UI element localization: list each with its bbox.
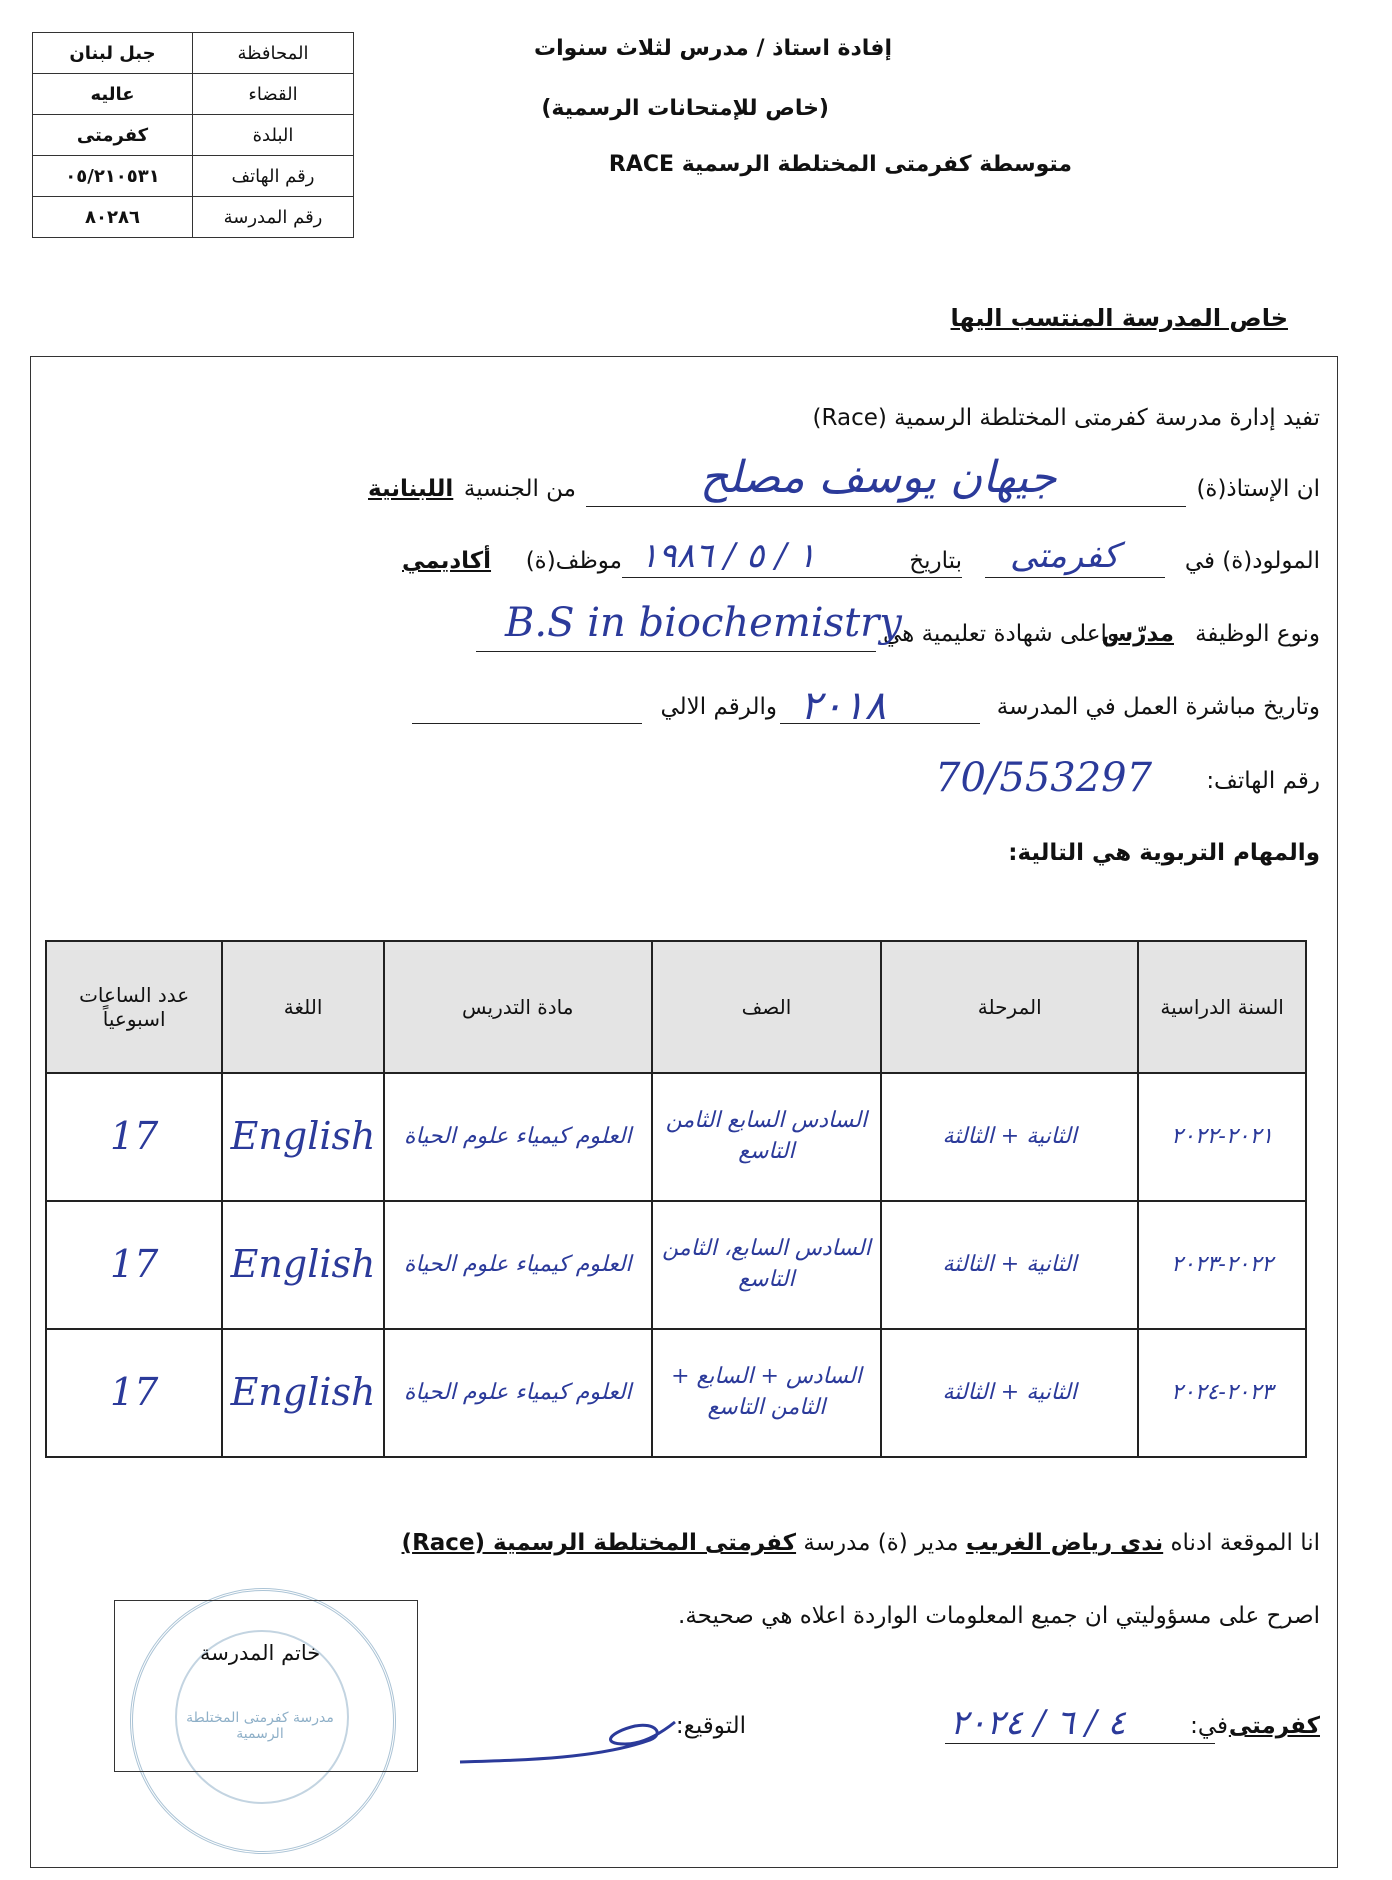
cell-stage: الثانية + الثالثة	[881, 1201, 1138, 1329]
teacher-name: جيهان يوسف مصلح	[700, 452, 1057, 503]
header-stage: المرحلة	[881, 941, 1138, 1073]
info-label: رقم الهاتف	[193, 156, 354, 197]
cell-hours: 17	[46, 1329, 222, 1457]
info-row	[33, 33, 354, 74]
cell-hours: 17	[46, 1073, 222, 1201]
birthplace-line	[985, 576, 1165, 578]
info-row	[33, 115, 354, 156]
employee-type: أكاديمي	[402, 548, 492, 574]
declaration-statement: اصرح على مسؤوليتي ان جميع المعلومات الواردة اعلاه هي صحيحة.	[678, 1603, 1320, 1629]
birth-date-line	[622, 576, 962, 578]
duties-table	[45, 940, 1307, 1458]
job-prefix: ونوع الوظيفة	[1195, 621, 1320, 647]
date-in-label: في:	[1190, 1713, 1228, 1739]
cell-stage: الثانية + الثالثة	[881, 1073, 1138, 1201]
place-label: كفرمتى	[1228, 1713, 1320, 1739]
principal-name: ندى رياض الغريب	[965, 1530, 1164, 1556]
cell-year: ٢٠٢٢-٢٠٢٣	[1138, 1201, 1306, 1329]
cell-subject: العلوم كيمياء علوم الحياة	[384, 1329, 652, 1457]
school-title: متوسطة كفرمتى المختلطة الرسمية RACE	[608, 152, 1072, 177]
cell-grade: السادس + السابع + الثامن التاسع	[652, 1329, 882, 1457]
signing-date: ٤ / ٦ / ٢٠٢٤	[950, 1703, 1126, 1743]
cell-grade: السادس السابع الثامن التاسع	[652, 1073, 882, 1201]
auto-number-line	[412, 722, 642, 724]
job-type: مدرّس	[1101, 621, 1174, 647]
section-heading: خاص المدرسة المنتسب اليها	[950, 304, 1288, 332]
cell-language: English	[222, 1329, 384, 1457]
degree-line	[476, 650, 876, 652]
born-prefix: المولود(ة) في	[1184, 548, 1320, 574]
header-hours: عدد الساعات اسبوعياً	[46, 941, 222, 1073]
date-prefix: بتاريخ	[909, 548, 962, 574]
info-value: عاليه	[33, 74, 193, 115]
info-value: ٠٥/٢١٠٥٣١	[33, 156, 193, 197]
table-row	[46, 1201, 1306, 1329]
declaration-school: كفرمتى المختلطة الرسمية (Race)	[401, 1530, 797, 1556]
info-value: جبل لبنان	[33, 33, 193, 74]
birthplace: كفرمتى	[1010, 536, 1119, 576]
cell-year: ٢٠٢٣-٢٠٢٤	[1138, 1329, 1306, 1457]
cell-language: English	[222, 1073, 384, 1201]
info-label: رقم المدرسة	[193, 197, 354, 238]
header-language: اللغة	[222, 941, 384, 1073]
cell-language: English	[222, 1201, 384, 1329]
info-label: البلدة	[193, 115, 354, 156]
birth-date: ١ / ٥ / ١٩٨٦	[640, 536, 816, 576]
duties-header-row	[46, 941, 1306, 1073]
duties-heading: والمهام التربوية هي التالية:	[1008, 840, 1320, 866]
auto-number-label: والرقم الالي	[660, 694, 777, 720]
nationality-prefix: من الجنسية	[463, 476, 576, 502]
school-info-table	[32, 32, 354, 238]
table-row	[46, 1073, 1306, 1201]
cell-subject: العلوم كيمياء علوم الحياة	[384, 1201, 652, 1329]
stamp-box	[114, 1600, 418, 1772]
info-value: ٨٠٢٨٦	[33, 197, 193, 238]
nationality-value: اللبنانية	[368, 476, 454, 502]
degree: B.S in biochemistry	[505, 600, 902, 646]
degree-prefix: واعلى شهادة تعليمية هي	[882, 621, 1118, 647]
start-prefix: وتاريخ مباشرة العمل في المدرسة	[996, 694, 1320, 720]
intro-text: تفيد إدارة مدرسة كفرمتى المختلطة الرسمية (Race)	[812, 405, 1320, 431]
info-row	[33, 156, 354, 197]
start-year: ٢٠١٨	[800, 683, 886, 729]
declaration-prefix: انا الموقعة ادناه	[1170, 1530, 1320, 1556]
signature-label: التوقيع:	[675, 1713, 746, 1739]
header-subject: مادة التدريس	[384, 941, 652, 1073]
phone-label: رقم الهاتف:	[1206, 768, 1320, 794]
employee-prefix: موظف(ة)	[525, 548, 622, 574]
header-year: السنة الدراسية	[1138, 941, 1306, 1073]
phone-value: 70/553297	[935, 755, 1153, 801]
header-grade: الصف	[652, 941, 882, 1073]
teacher-name-line	[586, 505, 1186, 507]
declaration-line	[402, 1530, 1320, 1556]
info-label: القضاء	[193, 74, 354, 115]
school-stamp-text: مدرسة كفرمتى المختلطة الرسمية	[186, 1710, 334, 1742]
info-row	[33, 74, 354, 115]
declaration-middle: مدير (ة) مدرسة	[803, 1530, 959, 1556]
document-subtitle: (خاص للإمتحانات الرسمية)	[541, 96, 829, 121]
teacher-prefix: ان الإستاذ(ة)	[1196, 476, 1320, 502]
cell-subject: العلوم كيمياء علوم الحياة	[384, 1073, 652, 1201]
table-row	[46, 1329, 1306, 1457]
document-title: إفادة استاذ / مدرس لثلاث سنوات	[534, 36, 892, 61]
info-label: المحافظة	[193, 33, 354, 74]
cell-stage: الثانية + الثالثة	[881, 1329, 1138, 1457]
stamp-label: خاتم المدرسة	[200, 1641, 321, 1665]
cell-grade: السادس السابع، الثامن التاسع	[652, 1201, 882, 1329]
cell-hours: 17	[46, 1201, 222, 1329]
info-value: كفرمتى	[33, 115, 193, 156]
signature-scribble	[450, 1700, 680, 1770]
info-row	[33, 197, 354, 238]
cell-year: ٢٠٢١-٢٠٢٢	[1138, 1073, 1306, 1201]
